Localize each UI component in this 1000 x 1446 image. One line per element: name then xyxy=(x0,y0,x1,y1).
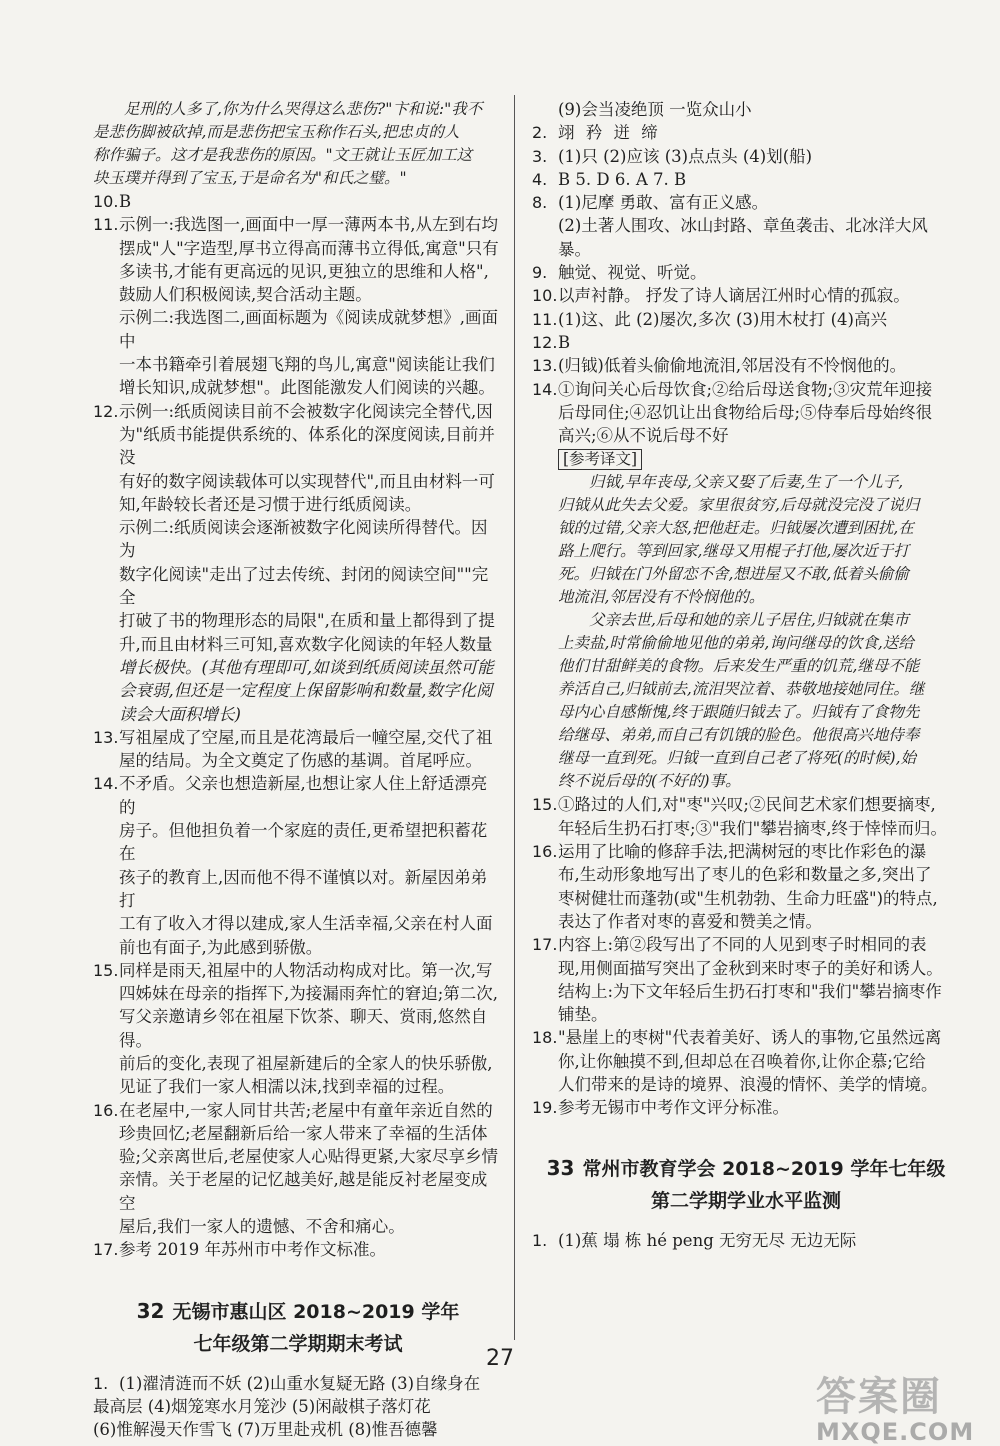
right-column xyxy=(532,98,960,1252)
answer-14: 14. 不矛盾。父亲也想造新屋,也想让家人住上舒适漂亮的 房子。但他担负着一个家庭的责任,更希望把积蓄花在 孩子的教育上,因而他不得不谨慎以对。新屋因弟弟打 工有了收入才得以建成,家人生活幸福,父亲在村人面 前也有面子,为此感到骄傲。 xyxy=(93,774,493,957)
answer-8: 8. (1)尼摩 勇敢、富有正义感。 (2)土著人围攻、冰山封路、章鱼袭击、北冰洋大风暴。 xyxy=(532,193,928,259)
page-number: 27 xyxy=(486,1346,514,1371)
answer-15: 15. 同样是雨天,祖屋中的人物活动构成对比。第一次,写 四姊妹在母亲的指挥下,为接漏雨奔忙的窘迫;第二次, 写父亲邀请乡邻在祖屋下饮茶、聊天、赏雨,悠然自得。 前后的变化,表现了祖屋新建后的全家人的快乐骄傲, 见证了我们一家人相濡以沫,找到幸福的过程。 xyxy=(93,960,499,1097)
answer-16: 16. 在老屋中,一家人同甘共苦;老屋中有童年亲近自然的 珍贵回忆;老屋翻新后给一家人带来了幸福的生活体 验;父亲离世后,老屋使家人心贴得更紧,大家尽享乡情 亲情。关于老屋的记忆越美好,越是能反衬老屋变成空 屋后,我们一家人的遗憾、不舍和痛心。 xyxy=(93,1100,499,1237)
answer-16: 16. 运用了比喻的修辞手法,把满树冠的枣比作彩色的瀑 布,生动形象地写出了枣儿的色彩和数量之多,突出了 枣树健壮而蓬勃(或"生机勃勃、生命力旺盛")的特点, 表达了作者对枣的喜爱和赞美之情。 xyxy=(532,842,938,931)
answer-9: 9. 触觉、视觉、听觉。 xyxy=(532,263,707,283)
reference-translation: 归钺,早年丧母,父亲又娶了后妻,生了一个儿子, 归钺从此失去父爱。家里很贫穷,后母就没完没了说归 钺的过错,父亲大怒,把他赶走。归钺屡次遭到困扰,在 路上爬行。等到回家,继母又用棍子打他,屡次近于打 死。归钺在门外留恋不舍,想进屋又不敢,低着头偷偷 地流泪,邻居没有不怜悯他的。 父亲去世,后母和她的亲儿子居住,归钺就在集市 上卖盐,时常偷偷地见他的弟弟,询问继母的饮食,送给 他们甘甜鲜美的食物。后来发生严重的饥荒,继母不能 养活自己,归钺前去,流泪哭泣着、恭敬地接她同住。继 母内心自感惭愧,终于跟随归钺去了。归钺有了食物先 给继母、弟弟,而自己有饥饿的脸色。他很高兴地侍奉 继母一直到死。归钺一直到自己老了将死(的时候),始 终不说后母的(不好的)事。 xyxy=(558,473,925,791)
answer-2: 2. 翊 矜 迸 缔 xyxy=(532,123,661,143)
watermark-logo-text: 答案圈 xyxy=(816,1374,942,1420)
answer-12: 12. 示例一:纸质阅读目前不会被数字化阅读完全替代,因 为"纸质书能提供系统的、体系化的深度阅读,目前并没 有好的数字阅读载体可以实现替代",而且由材料一可 知,年龄较长者还是习惯于进行纸质阅读。 示例二:纸质阅读会逐渐被数字化阅读所得替代。因为 数字化阅读"走出了过去传统、封闭的阅读空间""完全 打破了书的物理形态的局限",在质和量上都得到了提 升,而且由材料三可知,喜欢数字化阅读的年轻人数量 增长极快。(其他有理即可,如谈到纸质阅读虽然可能 会衰弱,但还是一定程度上保留影响和数量,数字化阅 读会大面积增长) xyxy=(93,401,495,724)
answer-13: 13. 写祖屋成了空屋,而且是花湾最后一幢空屋,交代了祖 屋的结局。为全文奠定了伤感的基调。首尾呼应。 xyxy=(93,727,493,771)
reference-translation-tag: [参考译文] xyxy=(558,449,642,470)
left-column xyxy=(93,98,503,1442)
answer-4-7: 4. B 5. D 6. A 7. B xyxy=(532,169,687,189)
answer-10: 10. 以声衬静。 抒发了诗人谪居江州时心情的孤寂。 xyxy=(532,286,910,306)
answer-14: 14. ①询问关心后母饮食;②给后母送食物;③灾荒年迎接 后母同住;④忍饥让出食物给后母;⑤侍奉后母始终很 高兴;⑥从不说后母不好 [参考译文] 归钺,早年丧母,父亲又娶了后妻,生了一个儿子, 归钺从此失去父爱。家里很贫穷,后母就没完没了说归 钺的过错,父亲大怒,把他赶走。归钺屡次遭到困扰,在 路上爬行。等到回家,继母又用棍子打他,屡次近于打 死。归钺在门外留恋不舍,想进屋又不敢,低着头偷偷 地流泪,邻居没有不怜悯他的。 父亲去世,后母和她的亲儿子居住,归钺就在集市 上卖盐,时常偷偷地见他的弟弟,询问继母的饮食,送给 他们甘甜鲜美的食物。后来发生严重的饥荒,继母不能 养活自己,归钺前去,流泪哭泣着、恭敬地接她同住。继 母内心自感惭愧,终于跟随归钺去了。归钺有了食物先 给继母、弟弟,而自己有饥饿的脸色。他很高兴地侍奉 继母一直到死。归钺一直到自己老了将死(的时候),始 终不说后母的(不好的)事。 xyxy=(532,378,960,794)
column-divider xyxy=(514,95,515,1340)
answer-15: 15. ①路过的人们,对"枣"兴叹;②民间艺术家们想要摘枣, 年轻后生扔石打枣;③"我们"攀岩摘枣,终于悻悻而归。 xyxy=(532,795,947,838)
answer-11: 11. 示例一:我选图一,画面中一厚一薄两本书,从左到右均 摆成"人"字造型,厚书立得高而薄书立得低,寓意"只有 多读书,才能有更高远的见识,更独立的思维和人格", 鼓励人们积极阅读,契合活动主题。 示例二:我选图二,画面标题为《阅读成就梦想》,画面中 一本书籍牵引着展翅飞翔的鸟儿,寓意"阅读能让我们 增长知识,成就梦想"。此图能激发人们阅读的兴趣。 xyxy=(93,215,499,398)
section-33-heading: 33 常州市教育学会 2018~2019 学年七年级 第二学期学业水平监测 xyxy=(546,1155,946,1212)
section-32-heading: 32 无锡市惠山区 2018~2019 学年 七年级第二学期期末考试 xyxy=(136,1298,460,1355)
answer-10: 10. B xyxy=(93,192,132,211)
watermark-url: MXQE.COM xyxy=(816,1418,975,1446)
answer-11: 11. (1)这、此 (2)屡次,多次 (3)用木杖打 (4)高兴 xyxy=(532,309,887,329)
answer-18: 18. "悬崖上的枣树"代表着美好、诱人的事物,它虽然远离 你,让你触摸不到,但却总在召唤着你,让你企慕;它给 人们带来的是诗的境界、浪漫的情怀、美学的情境。 xyxy=(532,1028,942,1095)
answer-17: 17. 参考 2019 年苏州市中考作文标准。 xyxy=(93,1240,386,1260)
story-continuation: 足刑的人多了,你为什么哭得这么悲伤?"卞和说:"我不 是悲伤脚被砍掉,而是悲伤把宝玉称作石头,把忠贞的人 称作骗子。这才是我悲伤的原因。"文王就让玉匠加工这 块玉璞并得到了宝玉,于是命名为"和氏之璧。" xyxy=(93,100,483,187)
answer-3: 3. (1)只 (2)应该 (3)点点头 (4)划(船) xyxy=(532,146,813,166)
answer-17: 17. 内容上:第②段写出了不同的人见到枣子时相同的表 现,用侧面描写突出了金秋到来时枣子的美好和诱人。 结构上:为下文年轻后生扔石打枣和"我们"攀岩摘枣作 铺垫。 xyxy=(532,935,943,1025)
answer-19: 19. 参考无锡市中考作文评分标准。 xyxy=(532,1098,789,1118)
answer-12: 12. B xyxy=(532,332,571,352)
answer-1-continuation: (9)会当凌绝顶 一览众山小 xyxy=(558,100,752,119)
watermark-logo xyxy=(816,1365,986,1446)
section-32-answer-1: 1. (1)濯清涟而不妖 (2)山重水复疑无路 (3)自缘身在 最高层 (4)烟笼寒水月笼沙 (5)闲敲棋子落灯花 (6)惟解漫天作雪飞 (7)万里赴戎机 (8)惟吾德馨 xyxy=(93,1373,481,1440)
section-33-answer-1: 1. (1)蕉 塌 栋 hé peng 无穷无尽 无边无际 xyxy=(532,1230,857,1250)
answer-13: 13. (归钺)低着头偷偷地流泪,邻居没有不怜悯他的。 xyxy=(532,356,907,376)
